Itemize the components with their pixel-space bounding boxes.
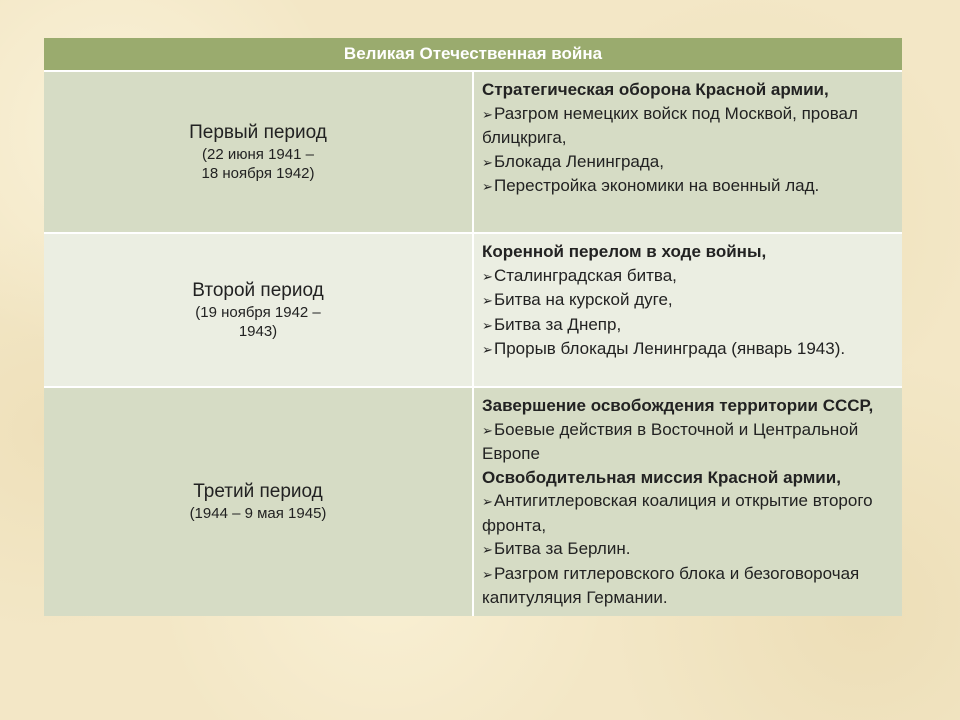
line-text: Битва за Берлин. — [494, 539, 631, 558]
table-row — [44, 71, 902, 233]
arrowhead-bullet-icon: ➢ — [482, 422, 493, 438]
list-item — [482, 586, 896, 610]
period-title: Первый период — [189, 122, 327, 143]
list-item — [482, 174, 896, 199]
line-text: Битва на курской дуге, — [494, 290, 673, 309]
line-text: Стратегическая оборона Красной армии, — [482, 80, 829, 99]
section-heading — [482, 240, 896, 264]
list-item — [482, 489, 896, 537]
period-cell — [44, 71, 473, 233]
arrowhead-bullet-icon: ➢ — [482, 154, 493, 170]
period-cell — [44, 387, 473, 616]
arrowhead-bullet-icon: ➢ — [482, 268, 493, 284]
line-text: Коренной перелом в ходе войны, — [482, 242, 767, 261]
line-text: Разгром гитлеровского блока и безоговорочая — [494, 563, 860, 583]
arrowhead-bullet-icon: ➢ — [482, 179, 493, 194]
events-list — [482, 394, 896, 610]
list-item — [482, 313, 896, 338]
period-cell — [44, 233, 473, 387]
line-text: Перестройка экономики на военный лад. — [494, 176, 820, 195]
list-item — [482, 337, 896, 362]
period-title: Третий период — [193, 481, 323, 503]
table-row — [44, 233, 902, 387]
list-item — [482, 264, 896, 289]
line-text: капитуляция Германии. — [482, 588, 668, 607]
period-dates: (1944 – 9 мая 1945) — [189, 505, 327, 523]
line-text: Боевые действия в Восточной и Центральной Европе — [482, 419, 859, 463]
line-text: Битва за Днепр, — [494, 314, 622, 334]
section-heading — [482, 394, 896, 418]
events-list — [482, 240, 896, 362]
line-text: Антигитлеровская коалиция и открытие второго фронта, — [482, 491, 873, 535]
events-cell — [473, 71, 902, 233]
arrowhead-bullet-icon: ➢ — [482, 293, 493, 308]
period-dates: (22 июня 1941 – 18 ноября 1942) — [201, 146, 315, 182]
list-item — [482, 288, 896, 313]
list-item — [482, 102, 896, 150]
table-title: Великая Отечественная война — [44, 38, 902, 71]
list-item — [482, 418, 896, 466]
period-title: Второй период — [192, 280, 324, 301]
line-text: Завершение освобождения территории СССР, — [482, 396, 874, 415]
section-heading — [482, 78, 896, 102]
events-cell — [473, 387, 902, 616]
list-item — [482, 537, 896, 562]
line-text: Блокада Ленинграда, — [494, 151, 664, 171]
line-text: Освободительная миссия Красной армии, — [482, 467, 841, 487]
line-text: Сталинградская битва, — [494, 265, 677, 285]
list-item — [482, 562, 896, 587]
line-text: Разгром немецких войск под Москвой, провал блицкрига, — [482, 103, 858, 147]
line-text: Прорыв блокады Ленинграда (январь 1943). — [494, 339, 846, 358]
arrowhead-bullet-icon: ➢ — [482, 566, 493, 582]
table-row — [44, 387, 902, 616]
arrowhead-bullet-icon: ➢ — [482, 542, 493, 557]
periods-table — [44, 38, 902, 616]
arrowhead-bullet-icon: ➢ — [482, 342, 493, 357]
section-heading — [482, 466, 896, 490]
period-dates: (19 ноября 1942 – 1943) — [195, 304, 321, 340]
arrowhead-bullet-icon: ➢ — [482, 494, 493, 509]
events-cell — [473, 233, 902, 387]
events-list — [482, 78, 896, 199]
arrowhead-bullet-icon: ➢ — [482, 106, 493, 122]
list-item — [482, 150, 896, 175]
arrowhead-bullet-icon: ➢ — [482, 317, 493, 333]
